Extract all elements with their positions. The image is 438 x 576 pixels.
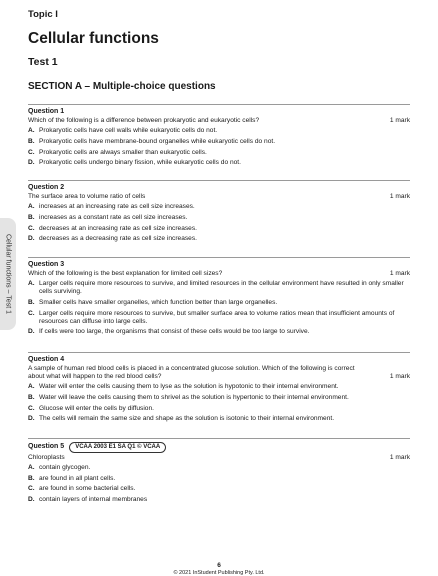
option-text: Prokaryotic cells have cell walls while eukaryotic cells do not. <box>39 127 218 135</box>
option-letter: A. <box>28 463 35 471</box>
option-c[interactable] <box>28 149 410 157</box>
copyright-notice: © 2021 InStudent Publishing Pty. Ltd. <box>173 570 265 576</box>
option-d[interactable] <box>28 235 410 243</box>
option-letter: D. <box>28 496 35 504</box>
option-a[interactable] <box>28 127 410 135</box>
option-a[interactable] <box>28 464 410 472</box>
option-text: Glucose will enter the cells by diffusion. <box>39 404 154 412</box>
divider <box>28 257 410 258</box>
option-text: Water will leave the cells causing them to shrivel as the solution is hypertonic to their internal environment. <box>39 393 349 401</box>
question-3 <box>28 261 410 339</box>
question-5 <box>28 442 410 507</box>
option-letter: C. <box>28 309 35 317</box>
option-text: Larger cells require more resources to survive, but smaller surface area to volume ratios mean that insufficient amounts of resources can diffuse into large cells. <box>39 309 395 325</box>
option-text: increases at an increasing rate as cell size increases. <box>39 203 195 211</box>
divider <box>28 104 410 105</box>
option-text: Water will enter the cells causing them to lyse as the solution is hypotonic to their internal environment. <box>39 383 339 391</box>
option-b[interactable] <box>28 394 410 402</box>
option-text: increases as a constant rate as cell size increases. <box>39 214 188 221</box>
option-text: are found in some bacterial cells. <box>39 485 136 493</box>
question-stem: Which of the following is a difference between prokaryotic and eukaryotic cells? <box>28 117 260 125</box>
option-letter: B. <box>28 138 35 145</box>
option-letter: B. <box>28 393 35 401</box>
topic-label: Topic I <box>28 9 58 20</box>
option-d[interactable] <box>28 328 410 336</box>
option-letter: B. <box>28 214 35 221</box>
divider <box>28 438 410 439</box>
option-text: decreases as a decreasing rate as cell size increases. <box>39 235 197 243</box>
mark-value: 1 mark <box>389 270 410 278</box>
option-text: The cells will remain the same size and shape as the solution is isotonic to their internal environment. <box>39 415 335 423</box>
question-stem: The surface area to volume ratio of cells <box>28 193 146 201</box>
option-letter: C. <box>28 224 35 232</box>
question-stem: A sample of human red blood cells is placed in a concentrated glucose solution. Which of the following is correct about what will happen to the red blood cells? <box>28 365 355 381</box>
divider <box>28 180 410 181</box>
question-label: Question 1 <box>28 108 65 115</box>
option-b[interactable] <box>28 138 410 146</box>
option-text: contain layers of internal membranes <box>39 496 148 504</box>
option-letter: B. <box>28 474 35 482</box>
option-letter: C. <box>28 485 35 493</box>
mark-value: 1 mark <box>389 373 410 381</box>
option-text: contain glycogen. <box>39 463 91 471</box>
option-c[interactable] <box>28 310 410 326</box>
option-text: are found in all plant cells. <box>39 474 116 482</box>
option-letter: B. <box>28 298 35 306</box>
option-letter: D. <box>28 328 35 336</box>
option-text: Prokaryotic cells undergo binary fission, while eukaryotic cells do not. <box>39 159 241 167</box>
page-number: 6 <box>217 562 221 569</box>
option-text: If cells were too large, the organisms that consist of these cells would be too large to survive. <box>39 328 310 336</box>
option-d[interactable] <box>28 415 410 423</box>
option-letter: C. <box>28 404 35 412</box>
option-text: decreases at an increasing rate as cell size increases. <box>39 224 197 232</box>
option-text: Smaller cells have smaller organelles, which function better than large organelles. <box>39 298 278 306</box>
question-stem: Which of the following is the best explanation for limited cell sizes? <box>28 270 223 278</box>
question-label: Question 4 <box>28 356 65 363</box>
mark-value: 1 mark <box>389 193 410 201</box>
option-b[interactable] <box>28 214 410 222</box>
option-letter: A. <box>28 383 35 391</box>
option-b[interactable] <box>28 299 410 307</box>
source-badge: VCAA 2003 E1 SA Q1 © VCAA <box>69 442 166 453</box>
option-letter: A. <box>28 127 35 135</box>
mark-value: 1 mark <box>389 117 410 125</box>
question-label: Question 5 <box>28 443 65 451</box>
section-heading: SECTION A – Multiple-choice questions <box>28 81 216 92</box>
option-a[interactable] <box>28 203 410 211</box>
option-letter: D. <box>28 159 35 167</box>
option-letter: D. <box>28 235 35 243</box>
option-d[interactable] <box>28 159 410 167</box>
option-letter: A. <box>28 280 35 288</box>
question-2 <box>28 184 410 246</box>
question-stem: Chloroplasts <box>28 454 65 461</box>
option-text: Prokaryotic cells are always smaller than eukaryotic cells. <box>39 148 207 156</box>
mark-value: 1 mark <box>389 454 410 461</box>
question-label: Question 3 <box>28 261 65 268</box>
question-1 <box>28 108 410 170</box>
option-a[interactable] <box>28 383 410 391</box>
option-text: Prokaryotic cells have membrane-bound organelles while eukaryotic cells do not. <box>39 138 276 145</box>
option-a[interactable] <box>28 280 410 296</box>
side-tab-label: Cellular functions – Test 1 <box>4 233 12 315</box>
option-c[interactable] <box>28 225 410 233</box>
option-d[interactable] <box>28 496 410 504</box>
option-letter: A. <box>28 203 35 211</box>
option-letter: D. <box>28 415 35 423</box>
option-letter: C. <box>28 148 35 156</box>
test-label: Test 1 <box>28 56 58 68</box>
option-c[interactable] <box>28 485 410 493</box>
question-label: Question 2 <box>28 184 65 191</box>
side-tab <box>0 218 16 330</box>
option-b[interactable] <box>28 475 410 483</box>
divider <box>28 352 410 353</box>
option-c[interactable] <box>28 405 410 413</box>
question-4 <box>28 356 410 426</box>
option-text: Larger cells require more resources to survive, and limited resources in the cellular environment have resulted in only smaller cells surviving. <box>39 280 404 296</box>
page-title: Cellular functions <box>28 30 159 47</box>
